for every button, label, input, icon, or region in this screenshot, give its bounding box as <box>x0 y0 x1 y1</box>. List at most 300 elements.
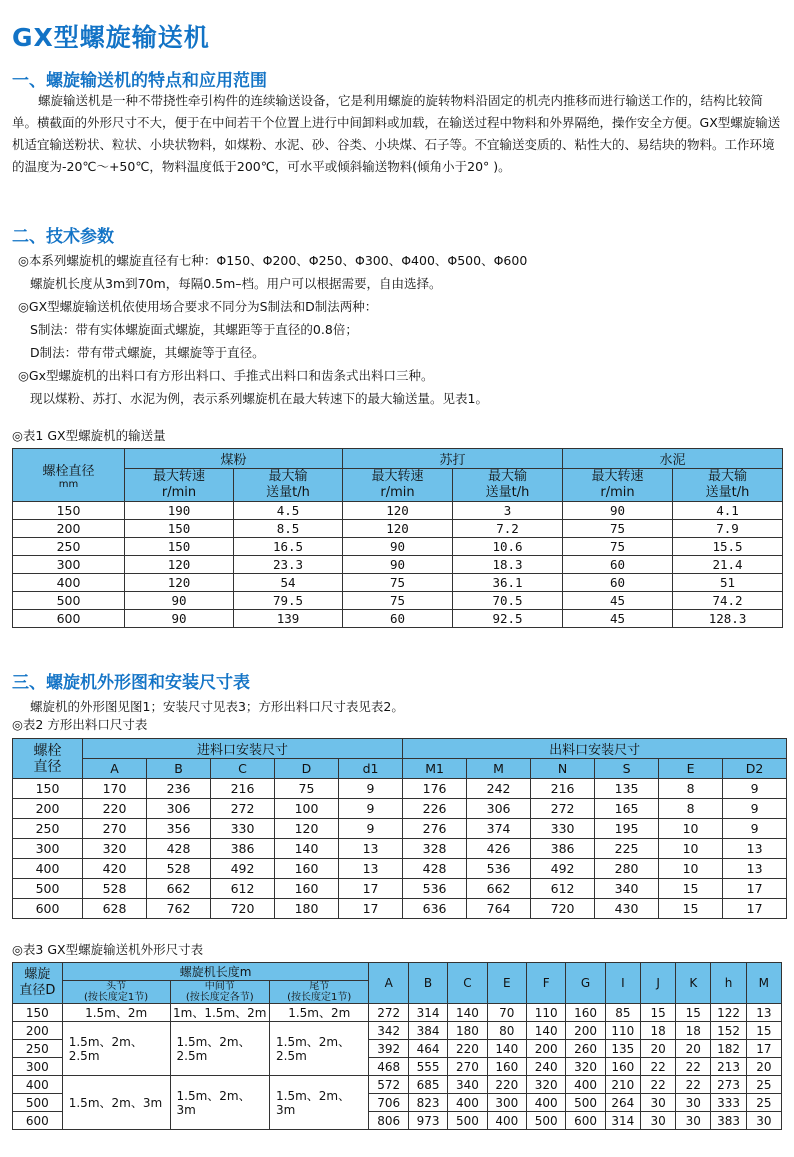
t3-value-cell: 272 <box>369 1004 408 1022</box>
t1-value-cell: 120 <box>125 574 234 592</box>
table-row <box>13 538 783 556</box>
t3-value-cell: 464 <box>408 1040 447 1058</box>
t1-value-cell: 79.5 <box>234 592 343 610</box>
t3-value-cell: 973 <box>408 1112 447 1130</box>
t2-col-header: S <box>595 759 659 779</box>
t3-value-cell: 13 <box>746 1004 781 1022</box>
t2-value-cell: 356 <box>147 819 211 839</box>
t2-value-cell: 13 <box>723 859 787 879</box>
t2-value-cell: 328 <box>403 839 467 859</box>
t2-value-cell: 306 <box>467 799 531 819</box>
t3-value-cell: 384 <box>408 1022 447 1040</box>
t3-col-E: E <box>487 963 526 1004</box>
t2-value-cell: 492 <box>211 859 275 879</box>
t3-value-cell: 500 <box>526 1112 565 1130</box>
t1-value-cell: 18.3 <box>453 556 563 574</box>
t1-subhead-text: 最大输 <box>268 469 308 484</box>
t3-col-I: I <box>605 963 640 1004</box>
t2-value-cell: 528 <box>147 859 211 879</box>
t3-value-cell: 823 <box>408 1094 447 1112</box>
t3-value-cell: 20 <box>746 1058 781 1076</box>
t3-col-J: J <box>640 963 675 1004</box>
t1-value-cell: 75 <box>563 538 673 556</box>
table-row <box>13 839 787 859</box>
t3-value-cell: 706 <box>369 1094 408 1112</box>
t1-value-cell: 4.1 <box>673 502 783 520</box>
section1-text: 螺旋输送机是一种不带挠性牵引构件的连续输送设备，它是利用螺旋的旋转物料沿固定的机壳内推移而进行输送工作的，结构比较简单。横截面的外形尺寸不大，便于在中间若干个位置上进行中间卸料或加载，在输送过程中物料和外界隔绝，操作安全方便。GX型螺旋输送机适宜输送粉状、粒状、小块状物料，如煤粉、水泥、砂、谷类、小块煤、石子等。不宜输送变质的、粘性大的、易结块的物料。工作环境的温度为-20℃～+50℃，物料温度低于200℃，可水平或倾斜输送物料(倾角小于20° )。 <box>12 93 781 174</box>
t1-value-cell: 51 <box>673 574 783 592</box>
t1-subhead-text: 送量t/h <box>705 485 750 500</box>
t3-value-cell: 15 <box>640 1004 675 1022</box>
t3-length-head: 1.5m、2m、2.5m <box>62 1022 170 1076</box>
t2-value-cell: 720 <box>211 899 275 919</box>
t3-length-head: 1.5m、2m、3m <box>62 1076 170 1130</box>
t3-value-cell: 600 <box>566 1112 605 1130</box>
t2-value-cell: 13 <box>723 839 787 859</box>
t2-value-cell: 9 <box>339 819 403 839</box>
t2-value-cell: 536 <box>467 859 531 879</box>
t3-value-cell: 333 <box>711 1094 746 1112</box>
table-row <box>13 1022 782 1040</box>
t3-value-cell: 160 <box>487 1058 526 1076</box>
t2-col-header: M1 <box>403 759 467 779</box>
table-row <box>13 1004 782 1022</box>
t3-length-mid: 1.5m、2m、3m <box>170 1076 269 1130</box>
spec-line-3: ◎GX型螺旋输送机依使用场合要求不同分为S制法和D制法两种： <box>18 299 378 314</box>
t3-value-cell: 135 <box>605 1040 640 1058</box>
t3-value-cell: 122 <box>711 1004 746 1022</box>
t3-diam-label-1: 螺旋 <box>24 967 51 982</box>
t3-value-cell: 806 <box>369 1112 408 1130</box>
section3-line: 螺旋机的外形图见图1；安装尺寸见表3；方形出料口尺寸表见表2。 <box>30 699 404 714</box>
spec-line-1: ◎本系列螺旋机的螺旋直径有七种：Φ150、Φ200、Φ250、Φ300、Φ400、Φ500、Φ600 <box>18 253 528 268</box>
t3-value-cell: 685 <box>408 1076 447 1094</box>
t3-value-cell: 314 <box>605 1112 640 1130</box>
table-row <box>13 502 783 520</box>
t2-value-cell: 236 <box>147 779 211 799</box>
t1-value-cell: 120 <box>343 520 453 538</box>
t3-diameter-cell: 150 <box>13 1004 63 1022</box>
t3-value-cell: 400 <box>566 1076 605 1094</box>
t2-value-cell: 15 <box>659 899 723 919</box>
section1-paragraph <box>12 90 784 178</box>
t3-length-group: 螺旋机长度m <box>62 963 369 981</box>
t1-value-cell: 36.1 <box>453 574 563 592</box>
t3-value-cell: 213 <box>711 1058 746 1076</box>
t1-value-cell: 92.5 <box>453 610 563 628</box>
t3-value-cell: 25 <box>746 1076 781 1094</box>
t3-value-cell: 260 <box>566 1040 605 1058</box>
t2-value-cell: 330 <box>531 819 595 839</box>
t2-value-cell: 720 <box>531 899 595 919</box>
t3-value-cell: 70 <box>487 1004 526 1022</box>
t1-value-cell: 120 <box>125 556 234 574</box>
table-row <box>13 859 787 879</box>
t2-value-cell: 9 <box>339 799 403 819</box>
table1-throughput <box>12 448 783 628</box>
t1-subhead-text: 最大转速 <box>371 469 424 484</box>
t3-length-mid: 1.5m、2m、2.5m <box>170 1022 269 1076</box>
t2-group-outlet: 出料口安装尺寸 <box>403 739 787 759</box>
spec-line-4: S制法：带有实体螺旋面式螺旋，其螺距等于直径的0.8倍； <box>30 322 358 337</box>
t2-value-cell: 536 <box>403 879 467 899</box>
t3-head-section-note: (按长度定1节) <box>84 992 149 1003</box>
t1-subhead-text: 送量t/h <box>266 485 310 500</box>
t2-value-cell: 242 <box>467 779 531 799</box>
t3-col-h: h <box>711 963 746 1004</box>
t2-value-cell: 272 <box>211 799 275 819</box>
t1-group-soda: 苏打 <box>343 449 563 469</box>
t3-diameter-cell: 600 <box>13 1112 63 1130</box>
t1-subhead-speed <box>343 469 453 502</box>
t1-value-cell: 4.5 <box>234 502 343 520</box>
t2-col-header: D2 <box>723 759 787 779</box>
t2-diameter-cell: 500 <box>13 879 83 899</box>
t2-value-cell: 628 <box>83 899 147 919</box>
t2-col-header: B <box>147 759 211 779</box>
t3-value-cell: 273 <box>711 1076 746 1094</box>
t1-subhead-speed <box>563 469 673 502</box>
spec-line-2: 螺旋机长度从3m到70m，每隔0.5m–档。用户可以根据需要，自由选择。 <box>30 276 442 291</box>
table-row <box>13 520 783 538</box>
t1-subhead-flow <box>234 469 343 502</box>
t3-col-A: A <box>369 963 408 1004</box>
t3-value-cell: 270 <box>448 1058 487 1076</box>
t3-value-cell: 383 <box>711 1112 746 1130</box>
t3-value-cell: 140 <box>448 1004 487 1022</box>
section1-heading: 一、螺旋输送机的特点和应用范围 <box>12 71 267 91</box>
t1-subhead-text: r/min <box>600 485 635 500</box>
t2-value-cell: 280 <box>595 859 659 879</box>
t1-value-cell: 139 <box>234 610 343 628</box>
t2-value-cell: 120 <box>275 819 339 839</box>
t1-value-cell: 90 <box>125 610 234 628</box>
t3-value-cell: 400 <box>526 1094 565 1112</box>
t2-value-cell: 226 <box>403 799 467 819</box>
t1-subhead-text: 最大转速 <box>152 469 205 484</box>
t2-value-cell: 428 <box>147 839 211 859</box>
t3-col-B: B <box>408 963 447 1004</box>
t3-value-cell: 314 <box>408 1004 447 1022</box>
table-row <box>13 799 787 819</box>
t2-diameter-cell: 200 <box>13 799 83 819</box>
t3-value-cell: 264 <box>605 1094 640 1112</box>
t2-value-cell: 636 <box>403 899 467 919</box>
t2-value-cell: 100 <box>275 799 339 819</box>
t1-value-cell: 60 <box>343 610 453 628</box>
t2-value-cell: 8 <box>659 779 723 799</box>
t2-value-cell: 10 <box>659 839 723 859</box>
t3-diameter-cell: 500 <box>13 1094 63 1112</box>
t2-value-cell: 374 <box>467 819 531 839</box>
t3-value-cell: 180 <box>448 1022 487 1040</box>
t1-value-cell: 3 <box>453 502 563 520</box>
t2-value-cell: 270 <box>83 819 147 839</box>
table-row <box>13 592 783 610</box>
t1-value-cell: 54 <box>234 574 343 592</box>
t1-value-cell: 150 <box>125 520 234 538</box>
table2-outlet-dimensions <box>12 738 787 919</box>
t1-value-cell: 45 <box>563 610 673 628</box>
t2-value-cell: 17 <box>339 899 403 919</box>
t3-col-F: F <box>526 963 565 1004</box>
page-title: GX型螺旋输送机 <box>12 23 210 52</box>
spec-line-5: D制法：带有带式螺旋，其螺旋等于直径。 <box>30 345 265 360</box>
t3-value-cell: 22 <box>640 1058 675 1076</box>
t3-value-cell: 182 <box>711 1040 746 1058</box>
t2-value-cell: 75 <box>275 779 339 799</box>
t1-value-cell: 90 <box>125 592 234 610</box>
t1-value-cell: 10.6 <box>453 538 563 556</box>
t2-value-cell: 140 <box>275 839 339 859</box>
t1-value-cell: 70.5 <box>453 592 563 610</box>
t2-value-cell: 160 <box>275 879 339 899</box>
t3-value-cell: 22 <box>676 1058 711 1076</box>
t2-col-header: d1 <box>339 759 403 779</box>
t3-value-cell: 15 <box>676 1004 711 1022</box>
t3-col-C: C <box>448 963 487 1004</box>
t2-value-cell: 662 <box>467 879 531 899</box>
t2-value-cell: 492 <box>531 859 595 879</box>
t2-group-inlet: 进料口安装尺寸 <box>83 739 403 759</box>
t1-subhead-speed <box>125 469 234 502</box>
t1-subhead-flow <box>453 469 563 502</box>
t3-value-cell: 25 <box>746 1094 781 1112</box>
t2-value-cell: 9 <box>723 779 787 799</box>
t3-head-section-label: 头节 <box>106 981 127 992</box>
table-row <box>13 819 787 839</box>
t2-value-cell: 528 <box>83 879 147 899</box>
t1-diam-label: 螺栓直径 <box>42 464 95 479</box>
t2-value-cell: 10 <box>659 859 723 879</box>
table-row <box>13 779 787 799</box>
t3-value-cell: 400 <box>487 1112 526 1130</box>
t3-value-cell: 340 <box>448 1076 487 1094</box>
t2-diameter-cell: 300 <box>13 839 83 859</box>
t3-col-M: M <box>746 963 781 1004</box>
t3-middle-section <box>170 981 269 1004</box>
t1-diameter-cell: 250 <box>13 538 125 556</box>
t1-value-cell: 75 <box>563 520 673 538</box>
t2-value-cell: 420 <box>83 859 147 879</box>
t1-diam-unit: mm <box>58 479 79 490</box>
t2-value-cell: 612 <box>531 879 595 899</box>
t2-value-cell: 13 <box>339 859 403 879</box>
t3-value-cell: 320 <box>566 1058 605 1076</box>
t1-value-cell: 74.2 <box>673 592 783 610</box>
t3-col-G: G <box>566 963 605 1004</box>
t3-value-cell: 500 <box>566 1094 605 1112</box>
table-row <box>13 556 783 574</box>
t3-value-cell: 22 <box>676 1076 711 1094</box>
t2-value-cell: 426 <box>467 839 531 859</box>
t2-value-cell: 225 <box>595 839 659 859</box>
t3-value-cell: 220 <box>448 1040 487 1058</box>
t3-diam-header <box>13 963 63 1004</box>
t3-value-cell: 85 <box>605 1004 640 1022</box>
t3-value-cell: 18 <box>640 1022 675 1040</box>
t1-subhead-text: 最大输 <box>708 469 748 484</box>
t3-value-cell: 400 <box>448 1094 487 1112</box>
t2-value-cell: 386 <box>531 839 595 859</box>
spec-line-7: 现以煤粉、苏打、水泥为例，表示系列螺旋机在最大转速下的最大输送量。见表1。 <box>30 391 488 406</box>
t3-value-cell: 30 <box>640 1112 675 1130</box>
t2-value-cell: 17 <box>339 879 403 899</box>
t3-value-cell: 80 <box>487 1022 526 1040</box>
table2-caption: ◎表2 方形出料口尺寸表 <box>12 717 148 732</box>
t1-value-cell: 16.5 <box>234 538 343 556</box>
table-row <box>13 1076 782 1094</box>
t1-value-cell: 90 <box>343 538 453 556</box>
t3-value-cell: 15 <box>746 1022 781 1040</box>
t1-value-cell: 15.5 <box>673 538 783 556</box>
t2-diameter-cell: 250 <box>13 819 83 839</box>
t1-group-cement: 水泥 <box>563 449 783 469</box>
t1-value-cell: 120 <box>343 502 453 520</box>
t2-value-cell: 160 <box>275 859 339 879</box>
t1-value-cell: 21.4 <box>673 556 783 574</box>
t2-value-cell: 330 <box>211 819 275 839</box>
t2-value-cell: 9 <box>723 799 787 819</box>
t3-value-cell: 30 <box>676 1112 711 1130</box>
t3-value-cell: 320 <box>526 1076 565 1094</box>
t3-head-section <box>62 981 170 1004</box>
t2-diam-label-2: 直径 <box>33 758 62 775</box>
t3-length-tail: 1.5m、2m <box>270 1004 369 1022</box>
t2-value-cell: 428 <box>403 859 467 879</box>
t3-value-cell: 392 <box>369 1040 408 1058</box>
t2-value-cell: 430 <box>595 899 659 919</box>
t2-value-cell: 9 <box>723 819 787 839</box>
t2-value-cell: 13 <box>339 839 403 859</box>
t2-value-cell: 220 <box>83 799 147 819</box>
t3-value-cell: 110 <box>526 1004 565 1022</box>
t2-value-cell: 612 <box>211 879 275 899</box>
t2-col-header: M <box>467 759 531 779</box>
t1-diameter-cell: 150 <box>13 502 125 520</box>
t3-length-tail: 1.5m、2m、2.5m <box>270 1022 369 1076</box>
t2-value-cell: 306 <box>147 799 211 819</box>
t3-value-cell: 572 <box>369 1076 408 1094</box>
t2-value-cell: 176 <box>403 779 467 799</box>
t3-tail-section <box>270 981 369 1004</box>
table-row <box>13 610 783 628</box>
t3-value-cell: 240 <box>526 1058 565 1076</box>
t1-value-cell: 90 <box>563 502 673 520</box>
t2-value-cell: 272 <box>531 799 595 819</box>
t3-value-cell: 17 <box>746 1040 781 1058</box>
t2-value-cell: 9 <box>339 779 403 799</box>
t2-diameter-cell: 150 <box>13 779 83 799</box>
spec-line-6: ◎Gx型螺旋机的出料口有方形出料口、手推式出料口和齿条式出料口三种。 <box>18 368 434 383</box>
t2-value-cell: 15 <box>659 879 723 899</box>
t2-value-cell: 195 <box>595 819 659 839</box>
t3-value-cell: 110 <box>605 1022 640 1040</box>
t3-value-cell: 200 <box>566 1022 605 1040</box>
table1-caption: ◎表1 GX型螺旋机的输送量 <box>12 428 166 443</box>
t2-value-cell: 10 <box>659 819 723 839</box>
t3-middle-section-label: 中间节 <box>204 981 235 992</box>
t3-value-cell: 500 <box>448 1112 487 1130</box>
table-row <box>13 879 787 899</box>
t3-diameter-cell: 300 <box>13 1058 63 1076</box>
t3-tail-section-label: 尾节 <box>309 981 330 992</box>
t2-value-cell: 276 <box>403 819 467 839</box>
t3-value-cell: 30 <box>676 1094 711 1112</box>
t1-value-cell: 90 <box>343 556 453 574</box>
t3-value-cell: 220 <box>487 1076 526 1094</box>
t3-length-head: 1.5m、2m <box>62 1004 170 1022</box>
t2-value-cell: 340 <box>595 879 659 899</box>
t3-value-cell: 20 <box>676 1040 711 1058</box>
t2-value-cell: 386 <box>211 839 275 859</box>
t3-value-cell: 342 <box>369 1022 408 1040</box>
table-row <box>13 574 783 592</box>
t2-value-cell: 165 <box>595 799 659 819</box>
t1-value-cell: 7.9 <box>673 520 783 538</box>
t1-diameter-cell: 300 <box>13 556 125 574</box>
t1-value-cell: 75 <box>343 592 453 610</box>
section2-heading: 二、技术参数 <box>12 227 114 247</box>
t1-diam-header <box>13 449 125 502</box>
t3-diameter-cell: 200 <box>13 1022 63 1040</box>
t1-value-cell: 23.3 <box>234 556 343 574</box>
t2-value-cell: 216 <box>531 779 595 799</box>
t3-value-cell: 200 <box>526 1040 565 1058</box>
t3-length-tail: 1.5m、2m、3m <box>270 1076 369 1130</box>
t2-col-header: A <box>83 759 147 779</box>
t2-diameter-cell: 600 <box>13 899 83 919</box>
t3-value-cell: 30 <box>746 1112 781 1130</box>
t2-value-cell: 216 <box>211 779 275 799</box>
t1-value-cell: 128.3 <box>673 610 783 628</box>
t3-value-cell: 160 <box>605 1058 640 1076</box>
t1-value-cell: 8.5 <box>234 520 343 538</box>
t2-value-cell: 762 <box>147 899 211 919</box>
t2-value-cell: 180 <box>275 899 339 919</box>
t2-col-header: D <box>275 759 339 779</box>
t1-value-cell: 190 <box>125 502 234 520</box>
t3-value-cell: 30 <box>640 1094 675 1112</box>
t1-subhead-text: 送量t/h <box>485 485 530 500</box>
t1-group-coal: 煤粉 <box>125 449 343 469</box>
t3-value-cell: 300 <box>487 1094 526 1112</box>
t3-col-K: K <box>676 963 711 1004</box>
t2-value-cell: 764 <box>467 899 531 919</box>
t1-subhead-text: r/min <box>380 485 415 500</box>
t3-value-cell: 22 <box>640 1076 675 1094</box>
t3-diam-label-2: 直径D <box>19 983 56 998</box>
t2-value-cell: 320 <box>83 839 147 859</box>
t1-diameter-cell: 600 <box>13 610 125 628</box>
t1-value-cell: 60 <box>563 556 673 574</box>
t3-value-cell: 20 <box>640 1040 675 1058</box>
t1-diameter-cell: 500 <box>13 592 125 610</box>
t3-value-cell: 18 <box>676 1022 711 1040</box>
t2-col-header: N <box>531 759 595 779</box>
t1-value-cell: 75 <box>343 574 453 592</box>
t1-value-cell: 7.2 <box>453 520 563 538</box>
t3-value-cell: 152 <box>711 1022 746 1040</box>
t3-value-cell: 210 <box>605 1076 640 1094</box>
t1-subhead-flow <box>673 469 783 502</box>
t3-tail-section-note: (按长度定1节) <box>287 992 352 1003</box>
t3-value-cell: 160 <box>566 1004 605 1022</box>
t1-subhead-text: r/min <box>161 485 197 500</box>
t2-col-header: C <box>211 759 275 779</box>
t1-diameter-cell: 400 <box>13 574 125 592</box>
t2-col-header: E <box>659 759 723 779</box>
